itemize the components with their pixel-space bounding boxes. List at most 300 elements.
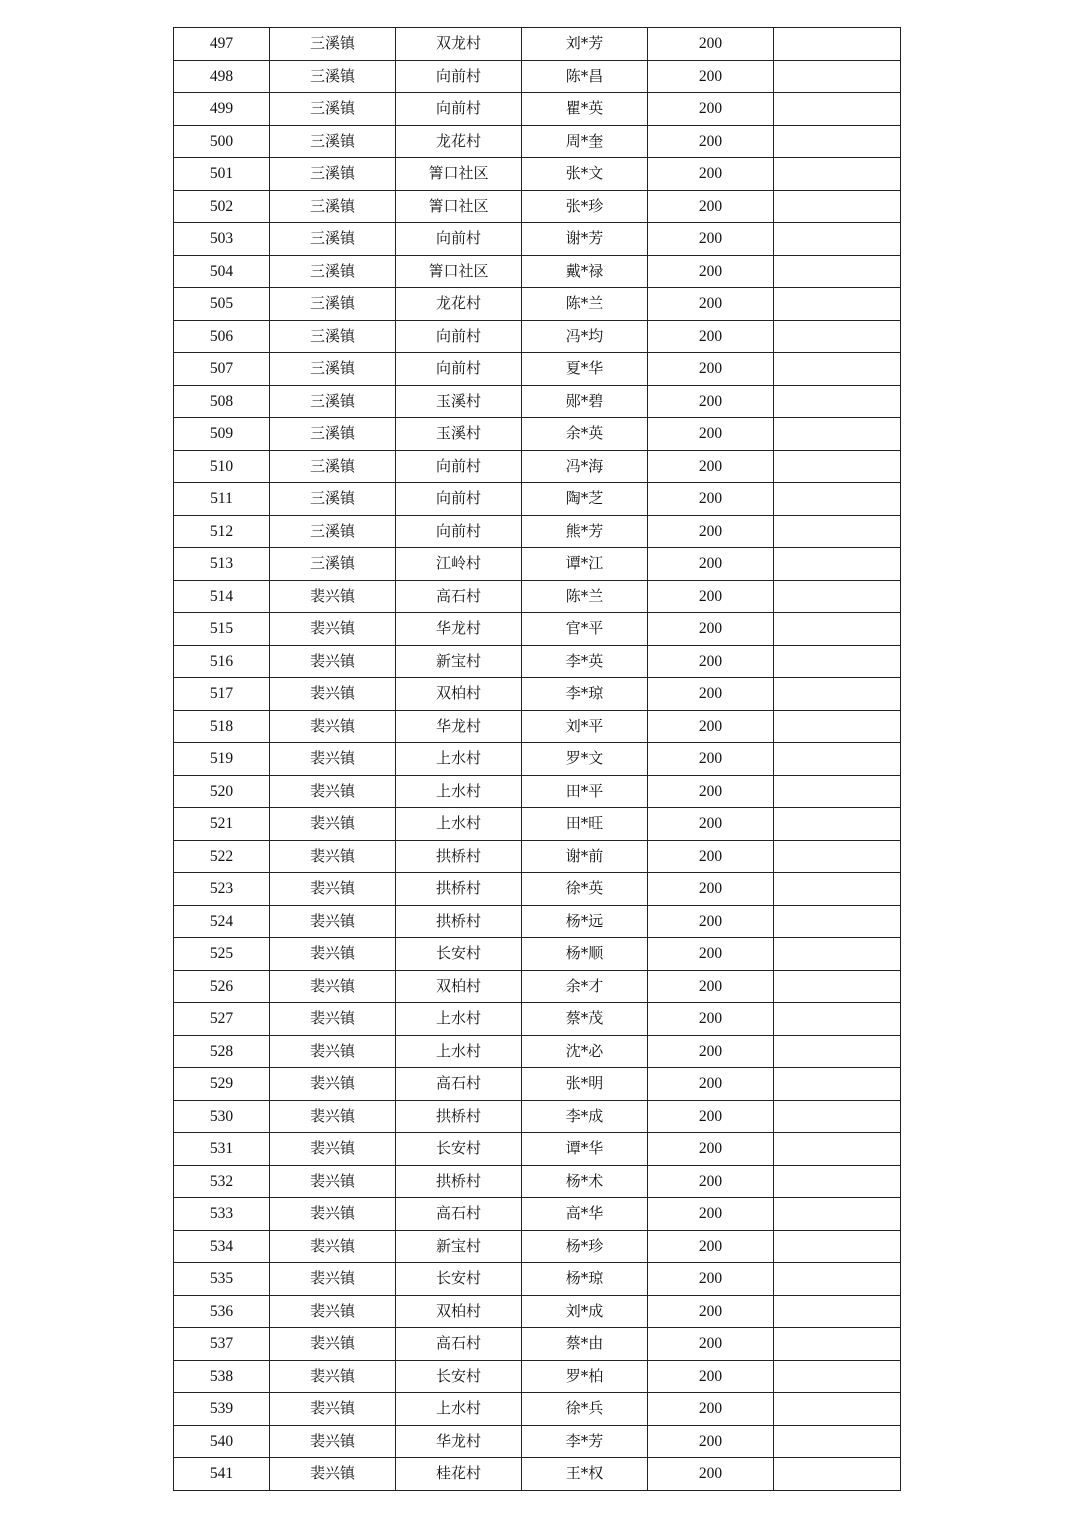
name-cell: 刘*成 <box>522 1295 648 1328</box>
table-row <box>174 775 901 808</box>
village-cell: 华龙村 <box>396 710 522 743</box>
village-cell: 向前村 <box>396 320 522 353</box>
amount-cell: 200 <box>648 158 774 191</box>
town-cell: 三溪镇 <box>270 385 396 418</box>
name-cell: 谭*华 <box>522 1133 648 1166</box>
village-cell: 龙花村 <box>396 288 522 321</box>
name-cell: 田*旺 <box>522 808 648 841</box>
name-cell: 沈*必 <box>522 1035 648 1068</box>
row-number-cell: 511 <box>174 483 270 516</box>
remark-cell <box>774 320 901 353</box>
row-number-cell: 527 <box>174 1003 270 1036</box>
amount-cell: 200 <box>648 1295 774 1328</box>
town-cell: 裴兴镇 <box>270 678 396 711</box>
remark-cell <box>774 1100 901 1133</box>
remark-cell <box>774 548 901 581</box>
table-row <box>174 1393 901 1426</box>
table-row <box>174 320 901 353</box>
village-cell: 上水村 <box>396 808 522 841</box>
name-cell: 徐*兵 <box>522 1393 648 1426</box>
name-cell: 周*奎 <box>522 125 648 158</box>
name-cell: 熊*芳 <box>522 515 648 548</box>
name-cell: 陈*昌 <box>522 60 648 93</box>
row-number-cell: 516 <box>174 645 270 678</box>
town-cell: 三溪镇 <box>270 28 396 61</box>
town-cell: 裴兴镇 <box>270 873 396 906</box>
row-number-cell: 538 <box>174 1360 270 1393</box>
amount-cell: 200 <box>648 125 774 158</box>
amount-cell: 200 <box>648 1068 774 1101</box>
table-row <box>174 1198 901 1231</box>
row-number-cell: 520 <box>174 775 270 808</box>
table-row <box>174 93 901 126</box>
table-row <box>174 515 901 548</box>
amount-cell: 200 <box>648 1035 774 1068</box>
row-number-cell: 528 <box>174 1035 270 1068</box>
row-number-cell: 504 <box>174 255 270 288</box>
town-cell: 裴兴镇 <box>270 1035 396 1068</box>
name-cell: 余*英 <box>522 418 648 451</box>
row-number-cell: 513 <box>174 548 270 581</box>
name-cell: 冯*海 <box>522 450 648 483</box>
row-number-cell: 524 <box>174 905 270 938</box>
row-number-cell: 541 <box>174 1458 270 1491</box>
remark-cell <box>774 483 901 516</box>
village-cell: 向前村 <box>396 483 522 516</box>
village-cell: 高石村 <box>396 1198 522 1231</box>
name-cell: 张*明 <box>522 1068 648 1101</box>
row-number-cell: 535 <box>174 1263 270 1296</box>
town-cell: 裴兴镇 <box>270 1100 396 1133</box>
name-cell: 谢*前 <box>522 840 648 873</box>
amount-cell: 200 <box>648 1458 774 1491</box>
name-cell: 高*华 <box>522 1198 648 1231</box>
table-row <box>174 1295 901 1328</box>
town-cell: 裴兴镇 <box>270 1328 396 1361</box>
town-cell: 裴兴镇 <box>270 938 396 971</box>
row-number-cell: 502 <box>174 190 270 223</box>
row-number-cell: 499 <box>174 93 270 126</box>
row-number-cell: 497 <box>174 28 270 61</box>
town-cell: 三溪镇 <box>270 483 396 516</box>
table-row <box>174 1100 901 1133</box>
table-body <box>174 28 901 1491</box>
table-row <box>174 418 901 451</box>
row-number-cell: 533 <box>174 1198 270 1231</box>
village-cell: 箐口社区 <box>396 190 522 223</box>
village-cell: 向前村 <box>396 93 522 126</box>
table-row <box>174 255 901 288</box>
name-cell: 徐*英 <box>522 873 648 906</box>
amount-cell: 200 <box>648 1328 774 1361</box>
village-cell: 拱桥村 <box>396 905 522 938</box>
remark-cell <box>774 1393 901 1426</box>
village-cell: 高石村 <box>396 1068 522 1101</box>
row-number-cell: 537 <box>174 1328 270 1361</box>
town-cell: 三溪镇 <box>270 548 396 581</box>
row-number-cell: 523 <box>174 873 270 906</box>
name-cell: 李*成 <box>522 1100 648 1133</box>
village-cell: 双龙村 <box>396 28 522 61</box>
remark-cell <box>774 1068 901 1101</box>
village-cell: 箐口社区 <box>396 255 522 288</box>
amount-cell: 200 <box>648 1263 774 1296</box>
row-number-cell: 539 <box>174 1393 270 1426</box>
table-row <box>174 385 901 418</box>
table-row <box>174 1068 901 1101</box>
town-cell: 裴兴镇 <box>270 1230 396 1263</box>
town-cell: 裴兴镇 <box>270 1360 396 1393</box>
town-cell: 裴兴镇 <box>270 1068 396 1101</box>
village-cell: 桂花村 <box>396 1458 522 1491</box>
town-cell: 裴兴镇 <box>270 1295 396 1328</box>
row-number-cell: 534 <box>174 1230 270 1263</box>
amount-cell: 200 <box>648 548 774 581</box>
town-cell: 裴兴镇 <box>270 743 396 776</box>
amount-cell: 200 <box>648 450 774 483</box>
name-cell: 瞿*英 <box>522 93 648 126</box>
remark-cell <box>774 808 901 841</box>
row-number-cell: 505 <box>174 288 270 321</box>
remark-cell <box>774 613 901 646</box>
remark-cell <box>774 743 901 776</box>
remark-cell <box>774 1328 901 1361</box>
town-cell: 三溪镇 <box>270 158 396 191</box>
row-number-cell: 514 <box>174 580 270 613</box>
village-cell: 双柏村 <box>396 678 522 711</box>
town-cell: 裴兴镇 <box>270 580 396 613</box>
remark-cell <box>774 873 901 906</box>
village-cell: 长安村 <box>396 1133 522 1166</box>
village-cell: 华龙村 <box>396 613 522 646</box>
village-cell: 拱桥村 <box>396 1165 522 1198</box>
town-cell: 裴兴镇 <box>270 1198 396 1231</box>
name-cell: 李*英 <box>522 645 648 678</box>
row-number-cell: 501 <box>174 158 270 191</box>
row-number-cell: 507 <box>174 353 270 386</box>
name-cell: 戴*禄 <box>522 255 648 288</box>
amount-cell: 200 <box>648 1165 774 1198</box>
name-cell: 杨*珍 <box>522 1230 648 1263</box>
amount-cell: 200 <box>648 613 774 646</box>
remark-cell <box>774 190 901 223</box>
remark-cell <box>774 255 901 288</box>
name-cell: 李*琼 <box>522 678 648 711</box>
name-cell: 刘*芳 <box>522 28 648 61</box>
amount-cell: 200 <box>648 970 774 1003</box>
table-row <box>174 1458 901 1491</box>
amount-cell: 200 <box>648 840 774 873</box>
town-cell: 裴兴镇 <box>270 1393 396 1426</box>
row-number-cell: 530 <box>174 1100 270 1133</box>
table-row <box>174 678 901 711</box>
village-cell: 江岭村 <box>396 548 522 581</box>
village-cell: 长安村 <box>396 938 522 971</box>
row-number-cell: 532 <box>174 1165 270 1198</box>
amount-cell: 200 <box>648 678 774 711</box>
name-cell: 杨*术 <box>522 1165 648 1198</box>
table-row <box>174 1263 901 1296</box>
amount-cell: 200 <box>648 645 774 678</box>
town-cell: 裴兴镇 <box>270 840 396 873</box>
remark-cell <box>774 515 901 548</box>
amount-cell: 200 <box>648 938 774 971</box>
name-cell: 田*平 <box>522 775 648 808</box>
remark-cell <box>774 970 901 1003</box>
name-cell: 夏*华 <box>522 353 648 386</box>
name-cell: 郧*碧 <box>522 385 648 418</box>
town-cell: 裴兴镇 <box>270 645 396 678</box>
village-cell: 玉溪村 <box>396 385 522 418</box>
town-cell: 三溪镇 <box>270 60 396 93</box>
remark-cell <box>774 1458 901 1491</box>
name-cell: 谭*江 <box>522 548 648 581</box>
remark-cell <box>774 1003 901 1036</box>
row-number-cell: 508 <box>174 385 270 418</box>
town-cell: 三溪镇 <box>270 450 396 483</box>
village-cell: 双柏村 <box>396 1295 522 1328</box>
table-row <box>174 450 901 483</box>
remark-cell <box>774 223 901 256</box>
amount-cell: 200 <box>648 93 774 126</box>
table-row <box>174 1035 901 1068</box>
town-cell: 裴兴镇 <box>270 1003 396 1036</box>
name-cell: 张*珍 <box>522 190 648 223</box>
name-cell: 陶*芝 <box>522 483 648 516</box>
remark-cell <box>774 1263 901 1296</box>
name-cell: 谢*芳 <box>522 223 648 256</box>
remark-cell <box>774 28 901 61</box>
amount-cell: 200 <box>648 223 774 256</box>
table-row <box>174 125 901 158</box>
village-cell: 高石村 <box>396 580 522 613</box>
row-number-cell: 525 <box>174 938 270 971</box>
village-cell: 长安村 <box>396 1263 522 1296</box>
name-cell: 李*芳 <box>522 1425 648 1458</box>
table-row <box>174 548 901 581</box>
remark-cell <box>774 1035 901 1068</box>
table-row <box>174 873 901 906</box>
town-cell: 裴兴镇 <box>270 710 396 743</box>
table-row <box>174 970 901 1003</box>
remark-cell <box>774 1133 901 1166</box>
town-cell: 三溪镇 <box>270 418 396 451</box>
amount-cell: 200 <box>648 710 774 743</box>
row-number-cell: 510 <box>174 450 270 483</box>
table-row <box>174 353 901 386</box>
table-row <box>174 840 901 873</box>
table-row <box>174 613 901 646</box>
name-cell: 蔡*茂 <box>522 1003 648 1036</box>
row-number-cell: 522 <box>174 840 270 873</box>
remark-cell <box>774 158 901 191</box>
town-cell: 三溪镇 <box>270 190 396 223</box>
amount-cell: 200 <box>648 873 774 906</box>
village-cell: 拱桥村 <box>396 1100 522 1133</box>
remark-cell <box>774 1295 901 1328</box>
amount-cell: 200 <box>648 580 774 613</box>
remark-cell <box>774 353 901 386</box>
table-row <box>174 710 901 743</box>
row-number-cell: 519 <box>174 743 270 776</box>
town-cell: 三溪镇 <box>270 353 396 386</box>
row-number-cell: 526 <box>174 970 270 1003</box>
row-number-cell: 540 <box>174 1425 270 1458</box>
name-cell: 杨*远 <box>522 905 648 938</box>
village-cell: 高石村 <box>396 1328 522 1361</box>
table-row <box>174 743 901 776</box>
town-cell: 裴兴镇 <box>270 905 396 938</box>
remark-cell <box>774 840 901 873</box>
table-row <box>174 580 901 613</box>
table-row <box>174 223 901 256</box>
village-cell: 上水村 <box>396 743 522 776</box>
row-number-cell: 506 <box>174 320 270 353</box>
remark-cell <box>774 938 901 971</box>
amount-cell: 200 <box>648 1198 774 1231</box>
village-cell: 向前村 <box>396 60 522 93</box>
table-row <box>174 808 901 841</box>
village-cell: 长安村 <box>396 1360 522 1393</box>
town-cell: 裴兴镇 <box>270 1458 396 1491</box>
table-row <box>174 938 901 971</box>
town-cell: 裴兴镇 <box>270 1263 396 1296</box>
table-row <box>174 60 901 93</box>
remark-cell <box>774 60 901 93</box>
town-cell: 裴兴镇 <box>270 808 396 841</box>
amount-cell: 200 <box>648 1425 774 1458</box>
village-cell: 玉溪村 <box>396 418 522 451</box>
remark-cell <box>774 1360 901 1393</box>
town-cell: 三溪镇 <box>270 255 396 288</box>
amount-cell: 200 <box>648 255 774 288</box>
village-cell: 拱桥村 <box>396 840 522 873</box>
amount-cell: 200 <box>648 515 774 548</box>
name-cell: 张*文 <box>522 158 648 191</box>
village-cell: 新宝村 <box>396 645 522 678</box>
town-cell: 裴兴镇 <box>270 1133 396 1166</box>
amount-cell: 200 <box>648 320 774 353</box>
remark-cell <box>774 125 901 158</box>
row-number-cell: 529 <box>174 1068 270 1101</box>
table-row <box>174 1003 901 1036</box>
village-cell: 双柏村 <box>396 970 522 1003</box>
village-cell: 向前村 <box>396 515 522 548</box>
remark-cell <box>774 450 901 483</box>
amount-cell: 200 <box>648 1230 774 1263</box>
name-cell: 罗*文 <box>522 743 648 776</box>
remark-cell <box>774 1230 901 1263</box>
table-row <box>174 190 901 223</box>
remark-cell <box>774 775 901 808</box>
village-cell: 上水村 <box>396 1393 522 1426</box>
name-cell: 陈*兰 <box>522 288 648 321</box>
table-row <box>174 1360 901 1393</box>
amount-cell: 200 <box>648 60 774 93</box>
table-row <box>174 28 901 61</box>
village-cell: 新宝村 <box>396 1230 522 1263</box>
amount-cell: 200 <box>648 288 774 321</box>
table-row <box>174 645 901 678</box>
amount-cell: 200 <box>648 808 774 841</box>
village-cell: 向前村 <box>396 223 522 256</box>
village-cell: 上水村 <box>396 1035 522 1068</box>
town-cell: 裴兴镇 <box>270 613 396 646</box>
row-number-cell: 498 <box>174 60 270 93</box>
village-cell: 拱桥村 <box>396 873 522 906</box>
row-number-cell: 531 <box>174 1133 270 1166</box>
name-cell: 余*才 <box>522 970 648 1003</box>
town-cell: 三溪镇 <box>270 223 396 256</box>
row-number-cell: 518 <box>174 710 270 743</box>
amount-cell: 200 <box>648 418 774 451</box>
data-table <box>173 27 901 1491</box>
remark-cell <box>774 385 901 418</box>
amount-cell: 200 <box>648 775 774 808</box>
town-cell: 裴兴镇 <box>270 970 396 1003</box>
town-cell: 裴兴镇 <box>270 1165 396 1198</box>
village-cell: 上水村 <box>396 775 522 808</box>
row-number-cell: 515 <box>174 613 270 646</box>
amount-cell: 200 <box>648 1360 774 1393</box>
row-number-cell: 521 <box>174 808 270 841</box>
village-cell: 箐口社区 <box>396 158 522 191</box>
town-cell: 三溪镇 <box>270 93 396 126</box>
name-cell: 刘*平 <box>522 710 648 743</box>
amount-cell: 200 <box>648 905 774 938</box>
name-cell: 王*权 <box>522 1458 648 1491</box>
village-cell: 向前村 <box>396 450 522 483</box>
row-number-cell: 500 <box>174 125 270 158</box>
remark-cell <box>774 418 901 451</box>
table-row <box>174 158 901 191</box>
name-cell: 罗*柏 <box>522 1360 648 1393</box>
row-number-cell: 509 <box>174 418 270 451</box>
town-cell: 三溪镇 <box>270 125 396 158</box>
amount-cell: 200 <box>648 1100 774 1133</box>
name-cell: 冯*均 <box>522 320 648 353</box>
name-cell: 杨*顺 <box>522 938 648 971</box>
row-number-cell: 503 <box>174 223 270 256</box>
remark-cell <box>774 580 901 613</box>
village-cell: 上水村 <box>396 1003 522 1036</box>
town-cell: 裴兴镇 <box>270 775 396 808</box>
name-cell: 杨*琼 <box>522 1263 648 1296</box>
table-row <box>174 1328 901 1361</box>
village-cell: 华龙村 <box>396 1425 522 1458</box>
table-row <box>174 288 901 321</box>
amount-cell: 200 <box>648 1133 774 1166</box>
amount-cell: 200 <box>648 1393 774 1426</box>
town-cell: 三溪镇 <box>270 288 396 321</box>
remark-cell <box>774 1165 901 1198</box>
table-row <box>174 1133 901 1166</box>
village-cell: 向前村 <box>396 353 522 386</box>
amount-cell: 200 <box>648 28 774 61</box>
remark-cell <box>774 1198 901 1231</box>
amount-cell: 200 <box>648 353 774 386</box>
town-cell: 裴兴镇 <box>270 1425 396 1458</box>
remark-cell <box>774 710 901 743</box>
remark-cell <box>774 905 901 938</box>
town-cell: 三溪镇 <box>270 515 396 548</box>
amount-cell: 200 <box>648 483 774 516</box>
row-number-cell: 536 <box>174 1295 270 1328</box>
town-cell: 三溪镇 <box>270 320 396 353</box>
name-cell: 官*平 <box>522 613 648 646</box>
row-number-cell: 517 <box>174 678 270 711</box>
table-row <box>174 483 901 516</box>
